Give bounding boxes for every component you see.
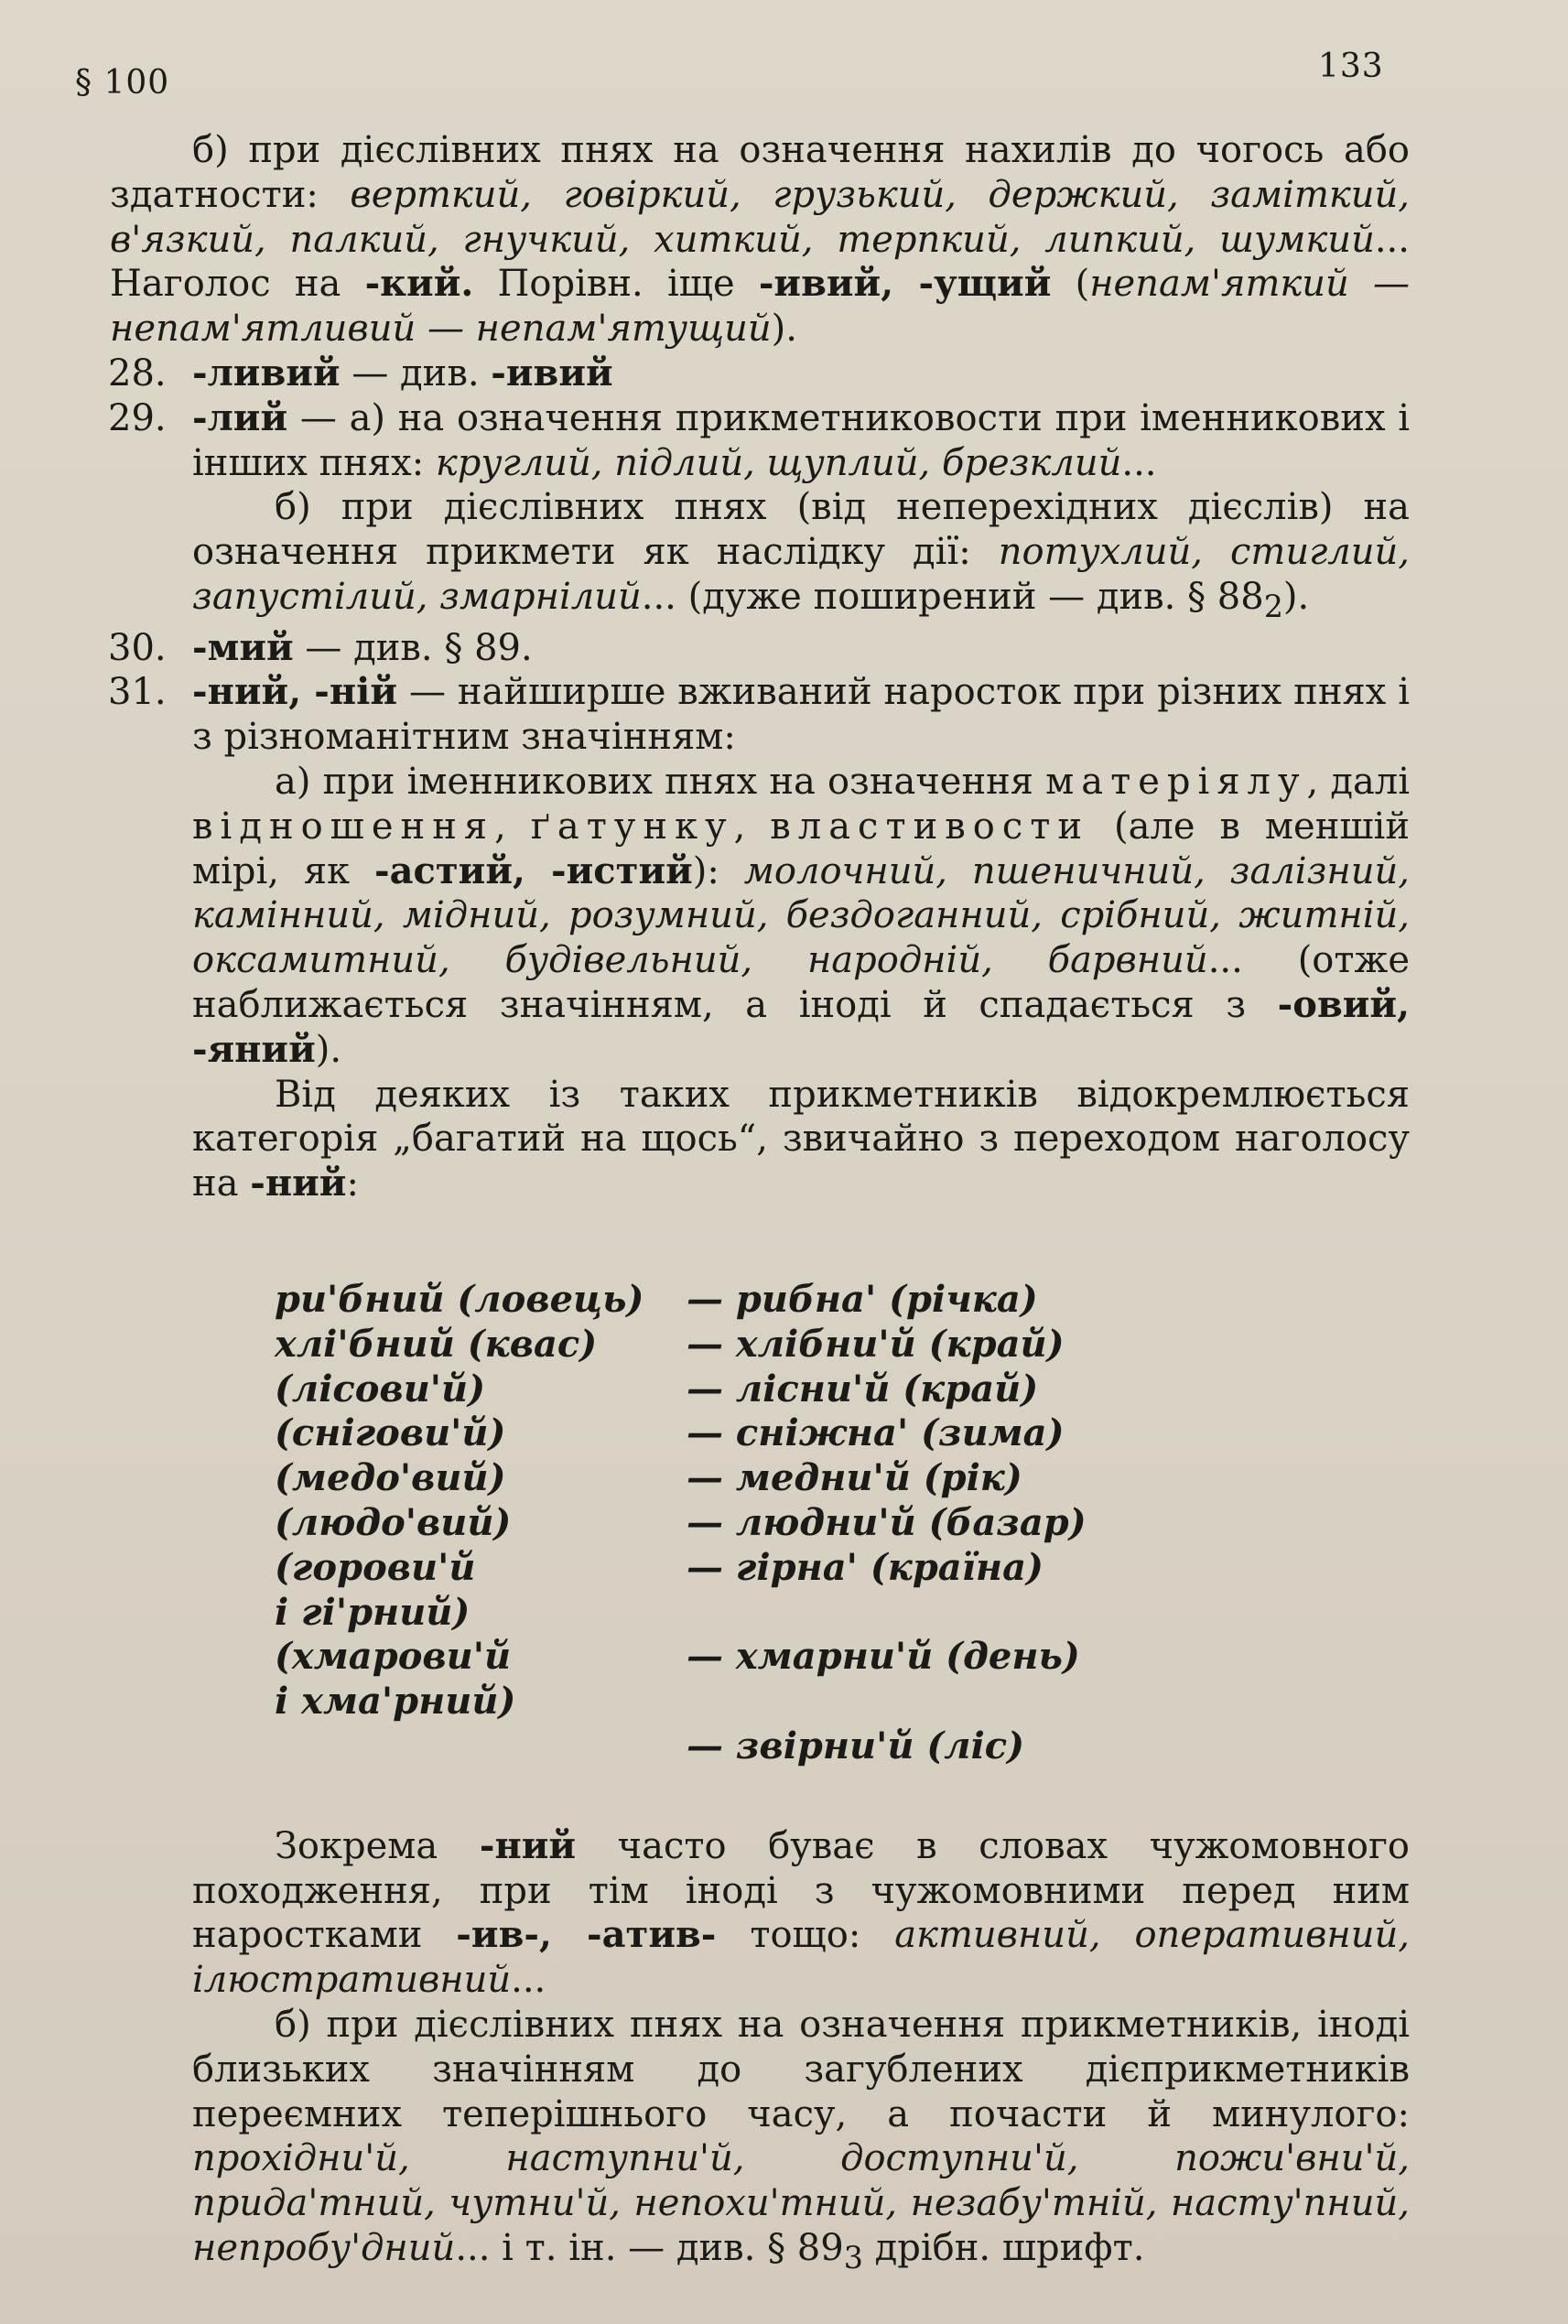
spaced-term: відношення [192, 805, 495, 848]
examples: активний, оперативний, ілюстративний [192, 1914, 1411, 2002]
page-body [110, 128, 1410, 2277]
pair-right: — хлібни'й (край) [687, 1322, 1065, 1366]
pair-left: (людо'вий) [275, 1500, 512, 1544]
item-number: 30. [108, 626, 167, 669]
section-header: § 100 [75, 64, 170, 102]
foreign-paragraph [110, 1824, 1410, 2003]
pair-left: (снігови'й) [275, 1411, 506, 1455]
spaced-term: матеріялу [1045, 761, 1307, 804]
rich-paragraph [110, 1073, 1410, 1206]
intro-examples-2: непам'яткий — непам'ятливий — непам'ятущий [110, 263, 1410, 351]
item-text: — див. [340, 351, 492, 395]
suffix: -ний [250, 1162, 347, 1205]
suffix: -мий [192, 625, 294, 669]
intro-suffix-1: -кий. [364, 262, 474, 306]
intro-suffix-2: -ивий, -ущий [758, 262, 1052, 306]
suffix-2: -овий, -яний [192, 983, 1410, 1071]
suffix-ref: -ивий [491, 351, 613, 395]
intro-text-5: ). [771, 308, 797, 351]
pair-right: — медни'й (рік) [687, 1456, 1022, 1500]
pair-left [275, 1724, 677, 1769]
item-29 [110, 396, 1410, 486]
item-29-b [110, 485, 1410, 625]
item-b-text-3: ). [1282, 575, 1310, 618]
a-text-8: ). [315, 1028, 342, 1071]
item-number: 28. [108, 351, 167, 395]
examples-b: потухлий, стиглий, запустілий, змарнілий [192, 531, 1410, 618]
b-text-3: дрібн. шрифт. [862, 2226, 1145, 2269]
pair-right: — хмарни'й (день) [687, 1635, 1080, 1679]
intro-text-4: ( [1051, 263, 1090, 306]
suffix: -лий [192, 395, 288, 439]
foreign-text-3: тощо: [716, 1914, 895, 1957]
pair-right [687, 1591, 1410, 1636]
item-text: — а) на означення прикметниковости при іменникових і інших пнях: [192, 396, 1410, 484]
subscript: 2 [1263, 588, 1283, 624]
suffix: -астий, -истий [374, 849, 693, 892]
examples: круглий, підлий, щуплий, брезклий [435, 441, 1122, 484]
item-number: 31. [108, 671, 167, 714]
pair-left: (горови'й [275, 1545, 476, 1589]
suffix-2: -ив-, -атив- [456, 1913, 717, 1957]
foreign-text-1: Зокрема [275, 1824, 480, 1867]
pair-left: і гі'рний) [275, 1590, 470, 1634]
pair-right: — людни'й (базар) [687, 1500, 1087, 1544]
b-paragraph [110, 2003, 1410, 2277]
item-28 [110, 351, 1410, 396]
b-text-2: ... і т. ін. — див. § 89 [455, 2226, 844, 2269]
item-b-text-2: ... (дуже поширений — див. § 88 [641, 575, 1264, 618]
pair-left: хлі'бний (квас) [275, 1322, 598, 1366]
item-30 [110, 626, 1410, 671]
suffix: -ний, -ній [192, 670, 398, 714]
suffix: -ний [479, 1823, 577, 1867]
pair-right: — сніжна' (зима) [687, 1411, 1065, 1455]
item-text: — див. § 89. [293, 626, 533, 669]
item-31-a [110, 760, 1410, 1073]
a-text-7: ... (отже наближається значінням, а іноді й спадається з [192, 939, 1410, 1026]
intro-text-1: б) при дієслівних пнях на означення нахилів до чогось або здатности: [110, 129, 1410, 216]
pair-left: (лісови'й) [275, 1367, 486, 1411]
suffix: -ливий [192, 351, 341, 395]
b-text-1: б) при дієслівних пнях на означення прикметників, іноді близьких значінням до загублених дієприкметників переємних теперішнього часу, а почасти й минулого: [192, 2003, 1410, 2135]
page-number: 133 [1318, 48, 1384, 85]
pair-left: і хма'рний) [275, 1680, 516, 1724]
foreign-text-2: часто буває в словах чужомовного походження, при тім іноді з чужомовними перед ним наростками [192, 1824, 1410, 1957]
spaced-term: властивости [770, 805, 1090, 848]
a-text-4: , [733, 805, 771, 848]
pair-left: ри'бний (ловець) [275, 1277, 644, 1321]
pair-right: — лісни'й (край) [687, 1367, 1039, 1411]
intro-paragraph [110, 128, 1410, 351]
intro-text-3: Порівн. іще [473, 263, 759, 306]
item-text-2: ... [1121, 441, 1157, 484]
spaced-term: ґатунку [530, 805, 734, 848]
pair-left: (хмарови'й [275, 1635, 512, 1679]
a-text-1: а) при іменникових пнях на означення [275, 761, 1046, 804]
subscript: 3 [843, 2239, 863, 2275]
pair-right [687, 1680, 1410, 1724]
item-b-text: б) при дієслівних пнях (від неперехідних дієслів) на означення прикмети як наслідку дії: [192, 486, 1410, 574]
a-text-2: , далі [1306, 761, 1411, 804]
intro-text-2: ... Наголос на [110, 218, 1410, 306]
a-text-5: (але в меншій мірі, як [192, 805, 1410, 892]
a-text-6: ): [692, 849, 744, 892]
rich-text-2: : [346, 1162, 359, 1205]
pair-right: — рибна' (річка) [687, 1277, 1038, 1321]
pair-left: (медо'вий) [275, 1456, 506, 1500]
item-31 [110, 670, 1410, 760]
item-text: — найширше вживаний наросток при різних пнях і з різноманітним значінням: [192, 671, 1410, 759]
word-pairs-list [275, 1278, 1410, 1769]
pair-right: — гірна' (країна) [687, 1545, 1044, 1589]
pair-right: — звірни'й (ліс) [687, 1724, 1025, 1767]
rich-text-1: Від деяких із таких прикметників відокремлюється категорія „багатий на щось“, звичайно з переходом наголосу на [192, 1073, 1410, 1205]
examples: молочний, пшеничний, залізний, камінний, мідний, розумний, бездоганний, срібний, житній, оксамитний, будівельний, народній, барвний [192, 849, 1411, 982]
a-text-3: , [494, 805, 531, 848]
intro-examples-1: верткий, говіркий, грузький, держкий, заміткий, в'язкий, палкий, гнучкий, хиткий, терпкий, липкий, шумкий [110, 173, 1411, 261]
foreign-text-4: ... [511, 1959, 546, 2002]
item-number: 29. [108, 396, 167, 439]
examples: прохідни'й, наступни'й, доступни'й, пожи'вни'й, прида'тний, чутни'й, непохи'тний, незабу'тній, насту'пний, непробу'дний [192, 2137, 1410, 2269]
